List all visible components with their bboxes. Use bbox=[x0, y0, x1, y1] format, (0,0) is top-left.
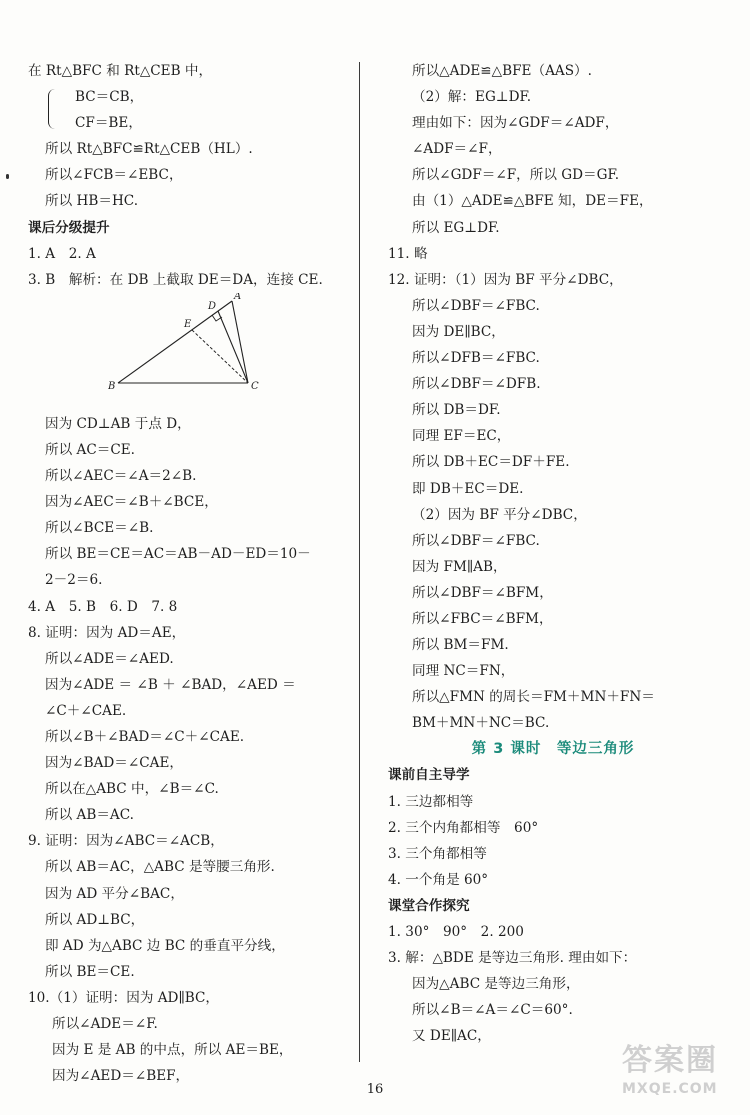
text-line: （2）解：EG⊥DF. bbox=[412, 89, 532, 106]
label-d: D bbox=[208, 300, 217, 312]
answer-line: 3. B 解析：在 DB 上截取 DE＝DA，连接 CE. bbox=[28, 271, 323, 288]
right-column bbox=[388, 58, 718, 1049]
text-line: 所以∠ADE＝∠F. bbox=[52, 1016, 158, 1032]
brace-block bbox=[28, 84, 350, 110]
text-line: 所以 EG⊥DF. bbox=[412, 219, 500, 236]
text-line: BM＋MN＋NC＝BC. bbox=[412, 715, 550, 732]
text-line: CF＝BE， bbox=[75, 115, 142, 132]
text-line: 因为 AD 平分∠BAC， bbox=[45, 885, 184, 902]
answer-line: 1. A 2. A bbox=[28, 245, 96, 262]
text-line: 由（1）△ADE≌△BFE 知，DE＝FE， bbox=[412, 193, 653, 210]
section-heading: 课前自主导学 bbox=[388, 767, 470, 784]
answer-line: 2. 三个内角都相等 60° bbox=[388, 819, 539, 836]
text-line: 所以∠GDF＝∠F，所以 GD＝GF. bbox=[412, 167, 620, 184]
text-line: ∠ADF＝∠F， bbox=[412, 141, 502, 158]
text-line: 同理 EF＝EC， bbox=[412, 428, 511, 445]
watermark-main: 答案圈 bbox=[622, 1043, 718, 1078]
text-line: 即 DB＋EC＝DE. bbox=[412, 480, 524, 497]
left-column bbox=[28, 58, 350, 1089]
answer-line: 4. 一个角是 60° bbox=[388, 871, 489, 888]
label-b: B bbox=[108, 380, 116, 392]
text-line: 因为∠AEC＝∠B＋∠BCE， bbox=[45, 494, 218, 511]
text-line: 所以 AC＝CE. bbox=[45, 441, 135, 458]
answer-line: 10.（1）证明：因为 AD∥BC， bbox=[28, 989, 219, 1006]
section-heading: 课堂合作探究 bbox=[388, 897, 470, 914]
text-line: 所以∠FBC＝∠BFM， bbox=[412, 610, 553, 627]
text-line: 所以 DB＋EC＝DF＋FE. bbox=[412, 454, 570, 471]
text-line: 所以∠DBF＝∠FBC. bbox=[412, 532, 540, 549]
label-e: E bbox=[184, 318, 192, 330]
triangle-diagram bbox=[108, 293, 288, 411]
text-line: 即 AD 为△ABC 边 BC 的垂直平分线， bbox=[45, 937, 285, 954]
watermark-url: MXQE.COM bbox=[622, 1081, 718, 1097]
text-line: （2）因为 BF 平分∠DBC， bbox=[412, 506, 587, 523]
label-a: A bbox=[234, 292, 242, 302]
text-line: 所以∠BCE＝∠B. bbox=[45, 520, 154, 537]
answer-line: 9. 证明：因为∠ABC＝∠ACB， bbox=[28, 833, 224, 850]
text-line: 所以 AD⊥BC， bbox=[45, 911, 145, 928]
text-line: 所以∠ADE＝∠AED. bbox=[45, 650, 174, 667]
text-line: 所以 HB＝HC. bbox=[45, 193, 139, 210]
text-line: 因为 FM∥AB， bbox=[412, 558, 507, 575]
watermark-logo bbox=[622, 1041, 742, 1111]
text-line: 所以∠DBF＝∠DFB. bbox=[412, 376, 541, 393]
margin-dot bbox=[6, 174, 9, 179]
text-line: 因为∠ADE ＝ ∠B ＋ ∠BAD，∠AED ＝ bbox=[45, 676, 296, 693]
text-line: 因为 CD⊥AB 于点 D， bbox=[45, 415, 191, 432]
text-line: 又 DE∥AC， bbox=[412, 1028, 491, 1045]
text-line: 因为∠BAD＝∠CAE， bbox=[45, 755, 184, 772]
text-line: 所以 AB＝AC. bbox=[45, 807, 134, 824]
text-line: 同理 NC＝FN， bbox=[412, 663, 515, 680]
text-line: 所以 BM＝FM. bbox=[412, 637, 509, 654]
text-line: 所以 Rt△BFC≌Rt△CEB（HL）. bbox=[45, 141, 253, 158]
answer-line: 11. 略 bbox=[388, 245, 428, 262]
text-line: 所以∠B＋∠BAD＝∠C＋∠CAE. bbox=[45, 728, 245, 745]
text-line: 在 Rt△BFC 和 Rt△CEB 中， bbox=[28, 63, 213, 79]
text-line: 2－2＝6. bbox=[45, 572, 103, 589]
text-line: 所以∠B＝∠A＝∠C＝60°. bbox=[412, 1002, 573, 1019]
answer-line: 1. 三边都相等 bbox=[388, 793, 474, 810]
text-line: BC＝CB， bbox=[75, 89, 144, 106]
answer-line: 3. 三个角都相等 bbox=[388, 845, 487, 862]
text-line: 理由如下：因为∠GDF＝∠ADF， bbox=[412, 115, 619, 132]
brace-block bbox=[28, 110, 350, 136]
text-line: 所以 DB＝DF. bbox=[412, 402, 501, 419]
text-line: 所以 AB＝AC，△ABC 是等腰三角形. bbox=[45, 859, 275, 876]
answer-line: 4. A 5. B 6. D 7. 8 bbox=[28, 598, 178, 615]
text-line: 所以∠DBF＝∠FBC. bbox=[412, 297, 540, 314]
text-line: 因为∠AED＝∠BEF， bbox=[52, 1068, 190, 1085]
label-c: C bbox=[251, 380, 259, 392]
text-line: 因为 E 是 AB 的中点，所以 AE＝BE， bbox=[52, 1042, 293, 1059]
text-line: 所以 BE＝CE. bbox=[45, 963, 135, 980]
text-line: 所以∠DFB＝∠FBC. bbox=[412, 350, 540, 367]
text-line: 所以在△ABC 中，∠B＝∠C. bbox=[45, 781, 219, 798]
answer-line: 12. 证明：（1）因为 BF 平分∠DBC， bbox=[388, 271, 623, 288]
text-line: 所以∠DBF＝∠BFM， bbox=[412, 584, 553, 601]
page-number: 16 bbox=[366, 1082, 384, 1097]
column-divider bbox=[359, 62, 360, 1062]
text-line: 因为 DE∥BC， bbox=[412, 323, 505, 340]
answer-line: 1. 30° 90° 2. 200 bbox=[388, 924, 524, 940]
text-line: 所以∠FCB＝∠EBC， bbox=[45, 167, 183, 184]
triangle-figure bbox=[28, 293, 350, 411]
lesson-title: 第 3 课时 等边三角形 bbox=[471, 741, 635, 758]
answer-line: 3. 解：△BDE 是等边三角形. 理由如下： bbox=[388, 950, 637, 967]
text-line: ∠C＋∠CAE. bbox=[45, 702, 127, 719]
text-line: 所以△ADE≌△BFE（AAS）. bbox=[412, 63, 592, 79]
text-line: 所以 BE＝CE＝AC＝AB－AD－ED＝10－ bbox=[45, 546, 311, 563]
text-line: 所以∠AEC＝∠A＝2∠B. bbox=[45, 468, 197, 485]
text-line: 因为△ABC 是等边三角形， bbox=[412, 976, 580, 993]
section-heading: 课后分级提升 bbox=[28, 219, 110, 236]
text-line: 所以△FMN 的周长＝FM＋MN＋FN＝ bbox=[412, 689, 655, 706]
answer-line: 8. 证明：因为 AD＝AE， bbox=[28, 624, 186, 641]
